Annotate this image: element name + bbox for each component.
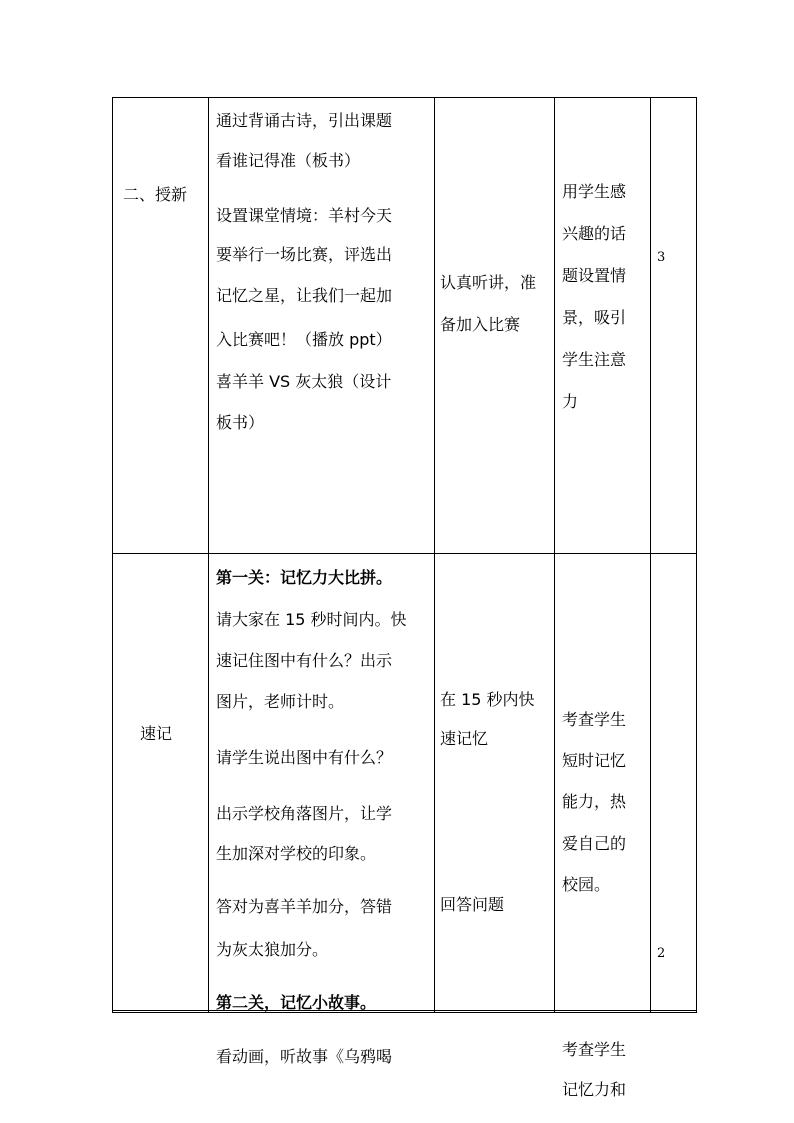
- intent-line: 考查学生: [562, 710, 627, 729]
- teacher-line: 记忆之星，让我们一起加: [216, 286, 393, 305]
- stage-cell: [113, 98, 209, 554]
- lesson-plan-table-wrap: [112, 97, 696, 1099]
- table-row: [113, 98, 697, 554]
- student-line: 速记忆: [440, 729, 489, 748]
- stage-cell: [113, 554, 209, 1013]
- design-intent-cell: [555, 98, 651, 554]
- minutes-value: 3: [657, 250, 666, 265]
- intent-line: 爱自己的: [562, 834, 627, 853]
- teacher-line: 第一关：记忆力大比拼。: [216, 568, 393, 587]
- teacher-activity-cell: [209, 554, 435, 1066]
- teacher-line: 设置课堂情境：羊村今天: [216, 206, 393, 225]
- teacher-line: 请大家在 15 秒时间内。快: [216, 610, 407, 629]
- teacher-line: 答对为喜羊羊加分，答错: [216, 897, 393, 916]
- teacher-line: 出示学校角落图片，让学: [216, 804, 393, 823]
- teacher-line: 喜羊羊 VS 灰太狼（设计: [216, 372, 392, 391]
- intent-line: 题设置情: [562, 266, 627, 285]
- teacher-line: 生加深对学校的印象。: [216, 844, 377, 863]
- student-activity-cell: [435, 98, 555, 554]
- lesson-plan-table: [112, 97, 697, 1099]
- intent-line: 用学生感: [562, 182, 627, 201]
- intent-line: 能力，热: [562, 792, 627, 811]
- intent-line: 学生注意: [562, 350, 627, 369]
- teacher-line: 速记住图中有什么？出示: [216, 651, 393, 670]
- intent-line: 短时记忆: [562, 751, 627, 770]
- minutes-cell: [651, 554, 697, 1013]
- stage-label: 速记: [140, 724, 173, 743]
- table-row: [113, 554, 697, 1013]
- teacher-line: 入比赛吧！（播放 ppt）: [216, 330, 392, 349]
- student-activity-cell: [435, 554, 555, 1013]
- teacher-line: 图片，老师计时。: [216, 692, 345, 711]
- intent-line: 记忆力和: [562, 1080, 627, 1099]
- student-line: 备加入比赛: [440, 315, 521, 334]
- student-line: 认真听讲，准: [440, 273, 537, 292]
- intent-line: 力: [562, 392, 579, 411]
- teacher-line: 第二关，记忆小故事。: [216, 993, 377, 1012]
- teacher-activity-cell: [209, 98, 435, 554]
- student-line: 在 15 秒内快: [440, 690, 535, 709]
- minutes-cell: [651, 98, 697, 554]
- teacher-line: 请学生说出图中有什么？: [216, 748, 393, 767]
- teacher-line: 要举行一场比赛，评选出: [216, 245, 393, 264]
- student-line: 回答问题: [440, 895, 505, 914]
- intent-line: 兴趣的话: [562, 224, 627, 243]
- teacher-line: 看谁记得准（板书）: [216, 151, 361, 170]
- stage-label: 二、授新: [123, 185, 188, 204]
- teacher-line: 板书）: [216, 413, 265, 432]
- teacher-line: 看动画，听故事《乌鸦喝: [216, 1047, 393, 1066]
- minutes-value: 2: [657, 946, 666, 961]
- teacher-line: 为灰太狼加分。: [216, 940, 329, 959]
- teacher-line: 通过背诵古诗，引出课题: [216, 111, 393, 130]
- intent-line: 景，吸引: [562, 308, 627, 327]
- design-intent-cell: [555, 554, 651, 1099]
- intent-line: 考查学生: [562, 1040, 627, 1059]
- intent-line: 校园。: [562, 875, 611, 894]
